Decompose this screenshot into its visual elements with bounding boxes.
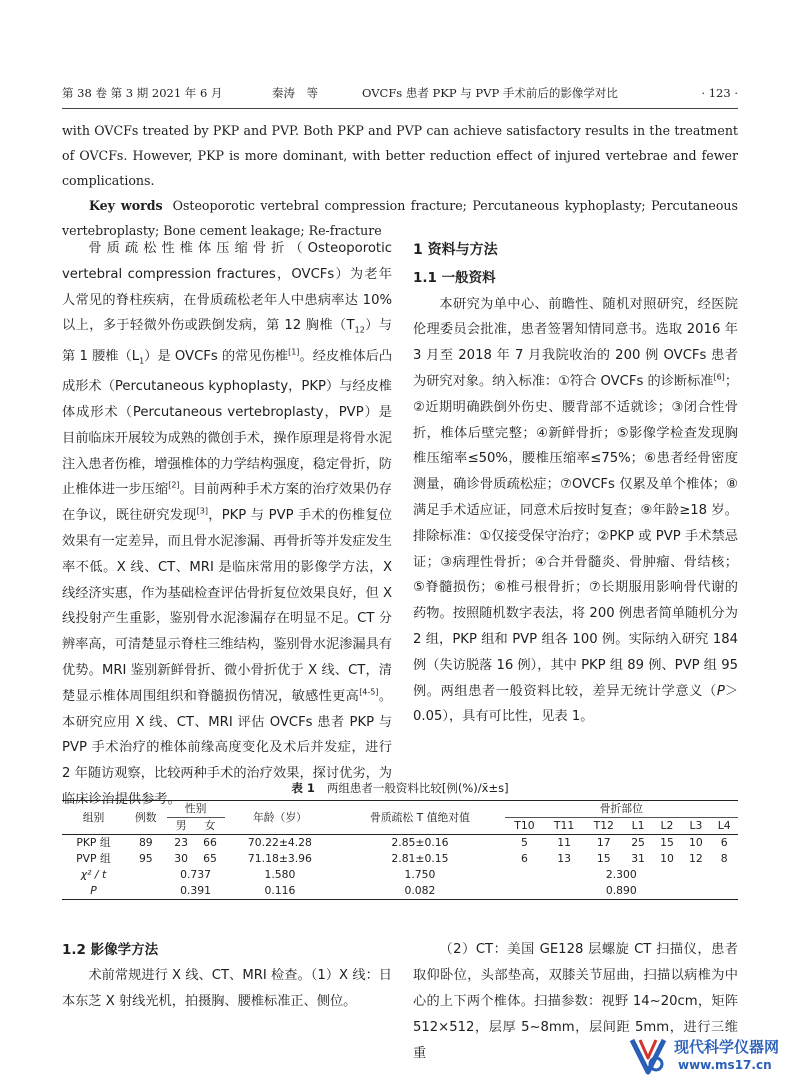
intro-paragraph: 骨质疏松性椎体压缩骨折（Osteoporotic vertebral compression fractures，OVCFs）为老年人常见的脊柱疾病，在骨质疏松老年人中患病率达 10%以上，多于轻微外伤或跌倒发病，第 12 胸椎$(T_{12})$与第 1 腰椎$(L_1)$是 OVCFs 的常见伤椎[1]。经皮椎体后凸成形术（Percutaneous kyphoplasty，PKP）与经皮椎体成形术（Percutaneous vertebroplasty，PVP）是目前临床开展较为成熟的微创手术，操作原理是将骨水泥注入患者伤椎，增强椎体的力学结构强度，稳定骨折，防止椎体进一步压缩[2]。目前两种手术方案的治疗效果仍存在争议，既往研究发现[3]，PKP 与 PVP 手术的伤椎复位效果有一定差异，而且骨水泥渗漏、再骨折等并发症发生率不低。X 线、CT、MRI 是临床常用的影像学方法，X 线经济实惠，作为基础检查评估骨折复位效果良好，但 X 线投射产生重影，鉴别骨水泥渗漏存在明显不足。CT 分辨率高，可清楚显示脊柱三维结构，鉴别骨水泥渗漏具有优势。MRI 鉴别新鲜骨折、微小骨折优于 X 线、CT，清楚显示椎体周围组织和脊髓损伤情况，敏感性更高[4-5]。本研究应用 X 线、CT、MRI 评估 OVCFs 患者 PKP 与 PVP 手术治疗的椎体前缘高度变化及术后并发症，进行 2 年随访观察，比较两种手术的治疗效果，探讨优劣，为临床诊治提供参考。	[62, 241, 393, 808]
stat-row: P 0.391 0.116 0.082 0.890	[62, 883, 738, 900]
stat-row: χ² / t 0.737 1.580 1.750 2.300	[80, 868, 637, 881]
methods-paragraph: 本研究为单中心、前瞻性、随机对照研究，经医院伦理委员会批准，患者签署知情同意书。选取 2016 年 3 月至 2018 年 7 月我院收治的 200 例 OVCFs 患者为研究对象。纳入标准：①符合 OVCFs 的诊断标准[6]；②近期明确跌倒外伤史、腰背部不适就诊；③闭合性骨折，椎体后壁完整；④新鲜骨折；⑤影像学检查发现胸椎压缩率≤50%，腰椎压缩率≤75%；⑥患者经骨密度测量，确诊骨质疏松症；⑦OVCFs 仅累及单个椎体；⑧满足手术适应证，同意术后按时复查；⑨年龄≥18 岁。排除标准：①仅接受保守治疗；②PKP 或 PVP 手术禁忌证；③病理性骨折；④合并骨髓炎、骨肿瘤、骨结核；⑤脊髓损伤；⑥椎弓根骨折；⑦长期服用影响骨代谢的药物。按照随机数字表法，将 200 例患者简单随机分为 2 组，PKP 组和 PVP 组各 100 例。实际纳入研究 184 例（失访脱落 16 例），其中 PKP 组 89 例、PVP 组 95 例。两组患者一般资料比较，差异无统计学意义（P＞0.05），具有可比性，见表 1。	[413, 296, 738, 725]
page-number: · 123 ·	[701, 86, 738, 100]
col-site-l2: L2	[653, 818, 682, 835]
col-female: 女	[196, 818, 225, 835]
table-caption	[62, 779, 738, 797]
watermark-name: 现代科学仪器网	[674, 1038, 780, 1056]
citation[interactable]: [4-5]	[359, 687, 379, 697]
keywords-text: Osteoporotic vertebral compression fracture; Percutaneous kyphoplasty; Percutaneous vertebroplasty; Bone cement leakage; Re-fracture	[62, 198, 738, 238]
table-number: 表 1	[291, 781, 315, 795]
col-age: 年龄（岁）	[225, 801, 336, 835]
baseline-table	[62, 800, 738, 900]
header-rule	[62, 108, 738, 109]
citation[interactable]: [2]	[168, 481, 180, 491]
table-row: PVP 组 95 30 65 71.18±3.96 2.81±0.15 6 13 15 31 10 12 8	[76, 852, 728, 865]
col-site-l1: L1	[624, 818, 653, 835]
section-heading: 1 资料与方法	[413, 242, 498, 258]
subsection-heading: 1.2 影像学方法	[62, 942, 159, 958]
right-column	[413, 236, 738, 730]
running-head	[62, 84, 738, 102]
keywords-label: Key words	[89, 198, 163, 213]
col-site-t10: T10	[505, 818, 545, 835]
watermark-logo-icon	[626, 1032, 670, 1076]
journal-issue: 第 38 卷 第 3 期 2021 年 6 月	[62, 86, 223, 100]
col-sex: 性别	[167, 801, 225, 818]
imaging-methods-left	[62, 937, 392, 1015]
ct-paragraph: （2）CT：美国 GE128 层螺旋 CT 扫描仪，患者取仰卧位，头部垫高，双膝关节屈曲，扫描以病椎为中心的上下两个椎体。扫描参数：视野 14~20cm，矩阵 512×512，层厚 5~8mm，层间距 5mm，进行三维重	[413, 942, 738, 1061]
col-tscore: 骨质疏松 T 值绝对值	[335, 801, 504, 835]
col-site-l4: L4	[710, 818, 738, 835]
col-cases: 例数	[125, 801, 167, 835]
table-title: 两组患者一般资料比较[例(%)/x̄±s]	[326, 781, 509, 795]
citation[interactable]: [1]	[288, 347, 300, 357]
site-watermark	[626, 1030, 796, 1080]
col-site-l3: L3	[681, 818, 710, 835]
col-site: 骨折部位	[505, 801, 738, 818]
col-site-t11: T11	[544, 818, 584, 835]
citation[interactable]: [6]	[713, 372, 725, 382]
col-group: 组别	[62, 801, 125, 835]
imaging-paragraph: 术前常规进行 X 线、CT、MRI 检查。（1）X 线：日本东芝 X 射线光机，拍摄胸、腰椎标准正、侧位。	[62, 968, 392, 1009]
watermark-url[interactable]: www.ms17.cn	[678, 1058, 772, 1072]
table-row: PKP 组 89 23 66 70.22±4.28 2.85±0.16 5 11 17 25 15 10 6	[76, 836, 728, 849]
running-title: OVCFs 患者 PKP 与 PVP 手术前后的影像学对比	[362, 86, 618, 100]
abstract-continuation	[62, 118, 738, 243]
col-site-t12: T12	[584, 818, 624, 835]
subsection-heading: 1.1 一般资料	[413, 269, 496, 286]
citation[interactable]: [3]	[196, 506, 208, 516]
col-male: 男	[167, 818, 196, 835]
left-column	[62, 236, 392, 813]
running-authors: 秦涛 等	[272, 86, 318, 100]
abstract-text: with OVCFs treated by PKP and PVP. Both PKP and PVP can achieve satisfactory results in the treatment of OVCFs. However, PKP is more dominant, with better reduction effect of injured vertebrae and fewer complications.	[62, 123, 738, 188]
